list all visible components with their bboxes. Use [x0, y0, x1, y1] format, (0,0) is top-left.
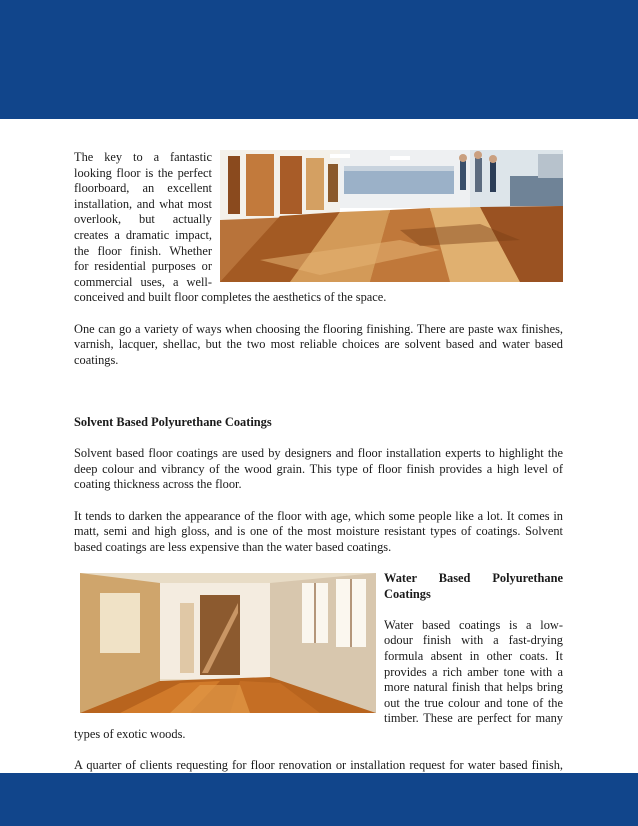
header-band — [0, 0, 638, 119]
article-body — [74, 150, 563, 821]
hallway-floor-photo — [80, 573, 376, 713]
showroom-photo-icon — [220, 150, 563, 282]
intro-paragraph-1: The key to a fantastic looking floor is the perfect floorboard, an excellent installation, and what most overlook, but actually creates a dramatic impact, the floor finish. Whether for residential purposes or commercial uses, a well-conceived and built floor completes the aesthetics of the space. — [74, 150, 387, 305]
water-heading: Water Based Polyurethane Coatings — [384, 571, 563, 601]
solvent-heading: Solvent Based Polyurethane Coatings — [74, 415, 272, 430]
solvent-paragraph-2: It tends to darken the appearance of the floor with age, which some people like a lot. It comes in matt, semi and high gloss, and is one of the most moisture resistant types of coatings. Solvent based coatings are less expensive than the water based coatings. — [74, 508, 563, 554]
hallway-photo-icon — [80, 573, 376, 713]
showroom-floor-photo — [220, 150, 563, 282]
water-paragraph-1: Water based coatings is a low-odour finish with a fast-drying formula absent in other coats. It provides a rich amber tone with a more natural finish that helps bring out the true colour and tone of the timber. These are perfect for many types of exotic woods. — [74, 617, 563, 741]
intro-paragraph-2: One can go a variety of ways when choosing the flooring finishing. There are paste wax finishes, varnish, lacquer, shellac, but the two most reliable choices are solvent based and water based coatings. — [74, 321, 563, 367]
solvent-paragraph-1: Solvent based floor coatings are used by designers and floor installation experts to highlight the deep colour and vibrancy of the wood grain. This type of floor finish provides a high level of coating thickness across the floor. — [74, 446, 563, 492]
footer-band — [0, 773, 638, 826]
water-paragraph-2: A quarter of clients requesting for floor renovation or installation request for water based finish, — [74, 758, 563, 773]
